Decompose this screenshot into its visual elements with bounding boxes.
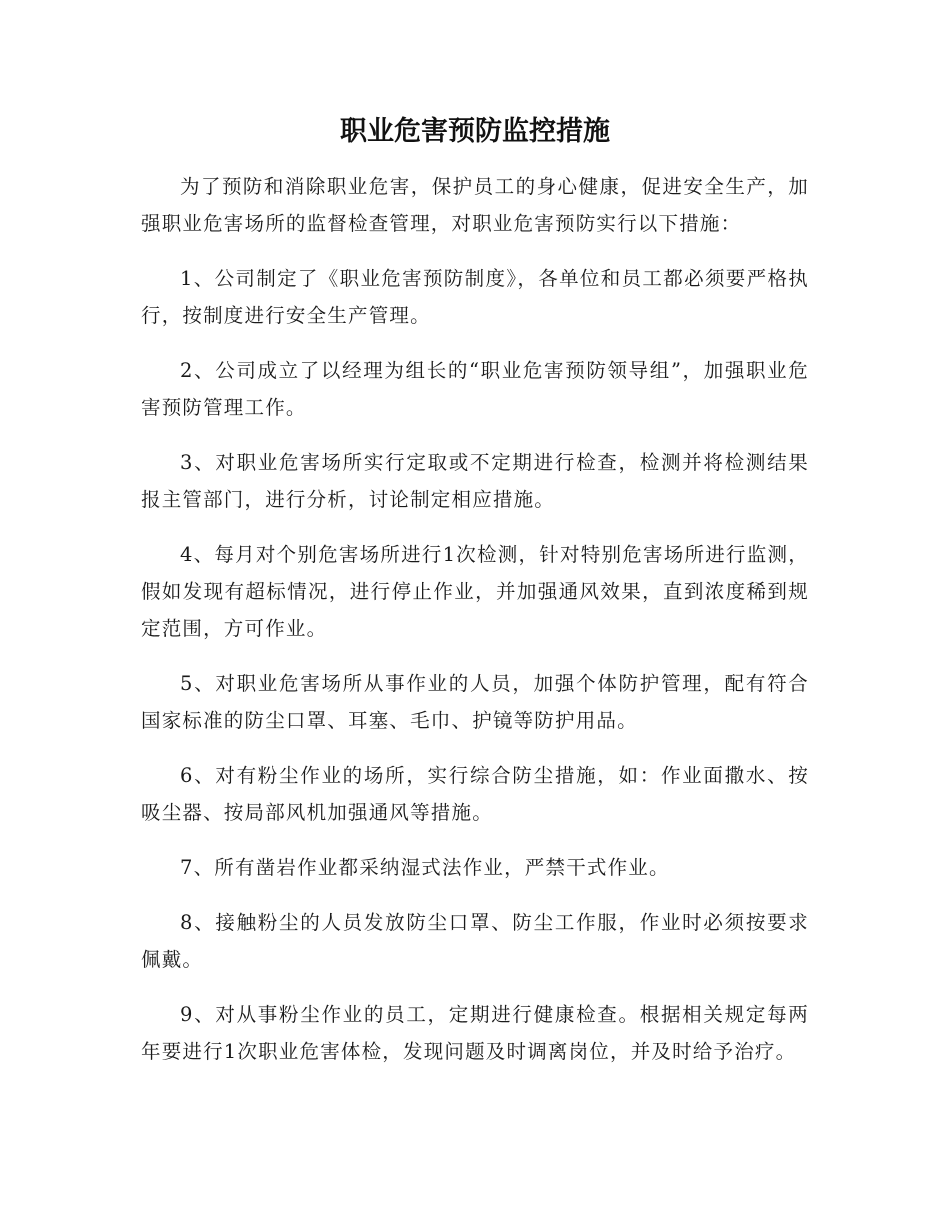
measure-item-1: 1、公司制定了《职业危害预防制度》，各单位和员工都必须要严格执行，按制度进行安全生产管理。: [141, 267, 809, 327]
measure-item-9: 9、对从事粉尘作业的员工，定期进行健康检查。根据相关规定每两年要进行1次职业危害体检，发现问题及时调离岗位，并及时给予治疗。: [141, 1003, 809, 1063]
measure-item-5: 5、对职业危害场所从事作业的人员，加强个体防护管理，配有符合国家标准的防尘口罩、耳塞、毛巾、护镜等防护用品。: [141, 672, 809, 732]
measure-item-3: 3、对职业危害场所实行定取或不定期进行检查，检测并将检测结果报主管部门，进行分析，讨论制定相应措施。: [141, 451, 809, 511]
document-title: 职业危害预防监控措施: [340, 116, 610, 147]
measure-item-6: 6、对有粉尘作业的场所，实行综合防尘措施，如：作业面撒水、按吸尘器、按局部风机加强通风等措施。: [141, 764, 809, 824]
measure-item-2: 2、公司成立了以经理为组长的“职业危害预防领导组”，加强职业危害预防管理工作。: [141, 359, 809, 419]
intro-paragraph: 为了预防和消除职业危害，保护员工的身心健康，促进安全生产，加强职业危害场所的监督检查管理，对职业危害预防实行以下措施：: [141, 175, 809, 235]
measure-item-4: 4、每月对个别危害场所进行1次检测，针对特别危害场所进行监测，假如发现有超标情况，进行停止作业，并加强通风效果，直到浓度稀到规定范围，方可作业。: [141, 543, 809, 640]
measure-item-8: 8、接触粉尘的人员发放防尘口罩、防尘工作服，作业时必须按要求佩戴。: [141, 911, 809, 971]
measure-item-7: 7、所有凿岩作业都采纳湿式法作业，严禁干式作业。: [180, 856, 670, 879]
document-body: [141, 168, 809, 1088]
